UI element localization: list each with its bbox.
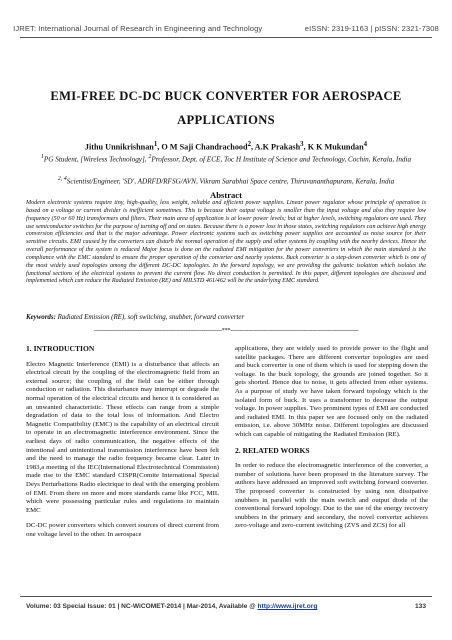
author-sup: 1: [153, 141, 158, 148]
author-name: Jithu Unnikrishnan: [84, 142, 154, 152]
journal-header: [0, 24, 452, 33]
keywords-text: Radiated Emission (RE), soft switching, snubber, forward converter: [55, 314, 245, 321]
section-heading-introduction: 1. INTRODUCTION: [26, 344, 95, 353]
journal-issn: eISSN: 2319-1163 | pISSN: 2321-7308: [304, 24, 439, 33]
author-sup: 4: [363, 141, 368, 148]
right-column: [235, 345, 428, 538]
author-sup: 2: [247, 141, 252, 148]
section-divider: ----------------------------------------------------------------------***----------------------------------------------------------------------: [93, 327, 359, 334]
author-sup: 3: [300, 141, 304, 148]
affiliation-2: $^{2, 4}$Scientist/Engineer, 'SD', ADRFD/RFSG/AVN, Vikram Sarabhai Space centre, Thiruvananthapuram, Kerala, India: [57, 176, 395, 186]
header-rule: [20, 37, 432, 38]
paper-title: [30, 84, 422, 132]
page-number: 133: [414, 603, 426, 610]
left-column: [26, 345, 219, 546]
section-heading-related-works: 2. RELATED WORKS: [235, 445, 310, 455]
author-name: O M Saji Chandrachood: [161, 142, 248, 152]
author-name: A.K Prakash: [254, 142, 301, 152]
abstract-heading: Abstract: [210, 190, 242, 200]
keywords-label: Keywords:: [26, 314, 56, 321]
footer-citation: [26, 603, 376, 610]
author-name: K K Mukundan: [307, 142, 364, 152]
footer-rule: [20, 596, 432, 597]
title-line-1: EMI-FREE DC-DC BUCK CONVERTER FOR AEROSPACE: [50, 89, 402, 103]
journal-name: IJRET: International Journal of Research in Engineering and Technology: [13, 24, 263, 33]
paragraph: DC-DC power converters which convert sources of direct current from one voltage level to the other. In aerospace: [26, 522, 219, 538]
affiliation-1: $^1$PG Student, [Wireless Technology], $^2$Professor, Dept. of ECE, Toc H Institute of Science and Technology, Cochin, Kerala, India: [40, 154, 412, 164]
keywords: [26, 314, 426, 321]
journal-link[interactable]: http://www.ijret.org: [257, 603, 318, 610]
author-list: Jithu Unnikrishnan$^1$, O M Saji Chandrachood$^2$, A.K Prakash$^3$, K K Mukundan$^4$: [84, 141, 368, 152]
paragraph: Electro Magnetic Interference (EMI) is a disturbance that affects an electrical circuit by the coupling of the electromagnetic field from an external source; the coupling of the field can be either through conduction or radiation. This disturbance may interrupt or degrade the normal operation of the electrical circuits and hence it is considered as an unwanted characteristic. These effects can range from a simple degradation of data to the total loss of information. And Electro Magnetic Compatibility (EMC) is the capability of an electrical circuit to operate in an electromagnetic interference environment. Since the earliest days of radio communication, the negative effects of the intentional and unintentional transmission interference have been felt and the need to manage the radio frequency became clear. Later in 1983,a meeting of the IEC(International Electrotechnical Commission) made rise to the EMC standard CISPR(Comite International Special Deys Perturbations Radio electrique to deal with the emerging problem of EMI. From there on more and more standards came like FCC, MIL which were possessing particular rules and regulations to maintain EMC: [26, 360, 219, 514]
paragraph: applications, they are widely used to provide power to the flight and satellite packages. There are different converter topologies are used and buck converter is one of them which is used for stepping down the voltage. In the buck topology, the grounds are joined together. So it gets shorted. Hence due to noise, it gets affected from other systems. As a purpose of study we have taken forward topology which is the isolated form of buck. It uses a transformer to decrease the output voltage. In power supplies. Two prominent types of EMI are conducted and radiated EMI. In this paper we are focused only on the radiated emission, i.e. above 30MHz noise. Different topologies are discussed which can capable of mitigating the Radiated Emission (RE).: [235, 345, 428, 438]
paragraph: In order to reduce the electromagnetic interference of the converter, a number of solutions have been proposed in the literature survey. The authors have addressed an improved soft switching forward converter. The proposed converter is constructed by using non dissipative snubbers in parallel with the main switch and output diode of the conventional forward topology. Due to the use of the energy recovery snubbers in the primary and secondary, the novel converter achieves zero-voltage and zero-current switching (ZVS and ZCS) for all: [235, 462, 428, 530]
abstract-text: Modern electronic systems require tiny, high-quality, less weight, reliable and efficient power supplies. Linear power regulator whose principle of operation is based on a voltage or current divider is inefficient sometimes. This is because their output voltage is smaller than the input voltage and also they require low frequency (50 or 60 Hz) transformers and filters. Their main area of application is at lower power levels; but at higher levels, switching regulators are used. They use semiconductor switches for the purpose of turning off and on states. Because there is a power loss in those states, switching regulators can achieve high energy conversion efficiencies and that is the major advantage. Power electronic systems such as switching power supplies are accounted as noise source for their sensitive circuits. EMI caused by the converters can disturb the normal operation of the supply and other systems by coupling with the nearby devices. Hence the overall performance of the system is reduced Major focus is done on the radiated EMI mitigation for the power converters in which the main standard is the compliance with the EMC standard to ensure the proper operation of the converter and nearby systems. Buck converter is a step-down converter which is one of the most widely used topologies among the different DC-DC topologies. In the forward topology, we are providing the galvanic isolation which isolates the functional sections of the electrical systems to prevent the current flow. No direct conduction is permitted. In this paper, different topologies are discussed and implemented which can reduce the Radiated Emission (RE) and MILSTD 461/462 will be the underlying EMC standard.: [26, 200, 426, 285]
footer-volume: Volume: 03 Special Issue: 01 | NC-WiCOMET-2014 | Mar-2014, Available @: [26, 603, 258, 610]
title-line-2: APPLICATIONS: [177, 113, 275, 127]
